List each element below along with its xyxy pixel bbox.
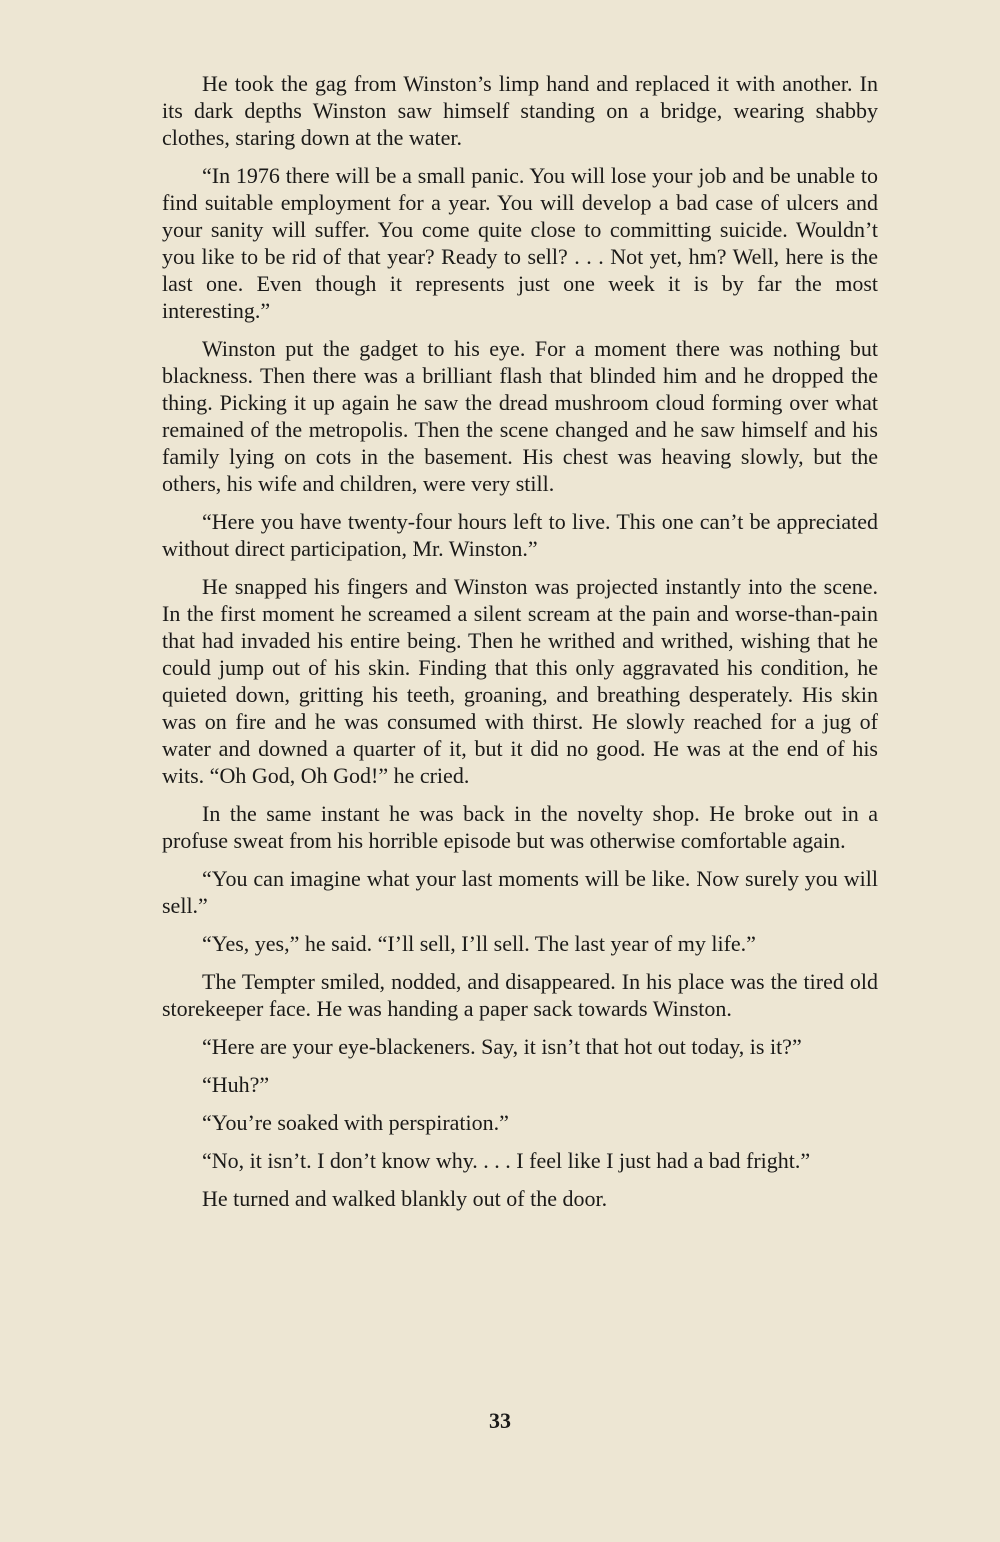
paragraph: “Here are your eye-blackeners. Say, it isn’t that hot out today, is it?” <box>202 1034 802 1059</box>
paragraph: In the same instant he was back in the novelty shop. He broke out in a profuse sweat from his horrible episode but was otherwise comfortable again. <box>162 801 878 853</box>
paragraph: “No, it isn’t. I don’t know why. . . . I feel like I just had a bad fright.” <box>202 1148 811 1173</box>
paragraph: The Tempter smiled, nodded, and disappeared. In his place was the tired old storekeeper face. He was handing a paper sack towards Winston. <box>162 969 878 1021</box>
paragraph: He snapped his fingers and Winston was projected instantly into the scene. In the first moment he screamed a silent scream at the pain and worse-than-pain that had invaded his entire being. Then he writhed and writhed, wishing that he could jump out of his skin. Finding that this only aggravated his condition, he quieted down, gritting his teeth, groaning, and breathing desperately. His skin was on fire and he was consumed with thirst. He slowly reached for a jug of water and downed a quarter of it, but it did no good. He was at the end of his wits. “Oh God, Oh God!” he cried. <box>162 574 878 788</box>
page-number: 33 <box>489 1408 511 1433</box>
paragraph: “Huh?” <box>202 1072 270 1097</box>
paragraph: “You can imagine what your last moments will be like. Now surely you will sell.” <box>162 866 878 918</box>
paragraph: He took the gag from Winston’s limp hand and replaced it with another. In its dark depths Winston saw himself standing on a bridge, wearing shabby clothes, staring down at the water. <box>162 71 878 150</box>
paragraph: “Yes, yes,” he said. “I’ll sell, I’ll sell. The last year of my life.” <box>202 931 756 956</box>
paragraph: Winston put the gadget to his eye. For a moment there was nothing but blackness. Then there was a brilliant flash that blinded him and he dropped the thing. Picking it up again he saw the dread mushroom cloud forming over what remained of the metropolis. Then the scene changed and he saw himself and his family lying on cots in the basement. His chest was heaving slowly, but the others, his wife and children, were very still. <box>162 336 878 496</box>
paragraph: “Here you have twenty-four hours left to live. This one can’t be appreciated without direct participation, Mr. Winston.” <box>162 509 878 561</box>
paragraph: “You’re soaked with perspiration.” <box>202 1110 509 1135</box>
body-text <box>162 70 878 1223</box>
paragraph: “In 1976 there will be a small panic. You will lose your job and be unable to find suitable employment for a year. You will develop a bad case of ulcers and your sanity will suffer. You come quite close to committing suicide. Wouldn’t you like to be rid of that year? Ready to sell? . . . Not yet, hm? Well, here is the last one. Even though it represents just one week it is by far the most interesting.” <box>162 163 878 323</box>
paragraph: He turned and walked blankly out of the door. <box>202 1186 608 1211</box>
